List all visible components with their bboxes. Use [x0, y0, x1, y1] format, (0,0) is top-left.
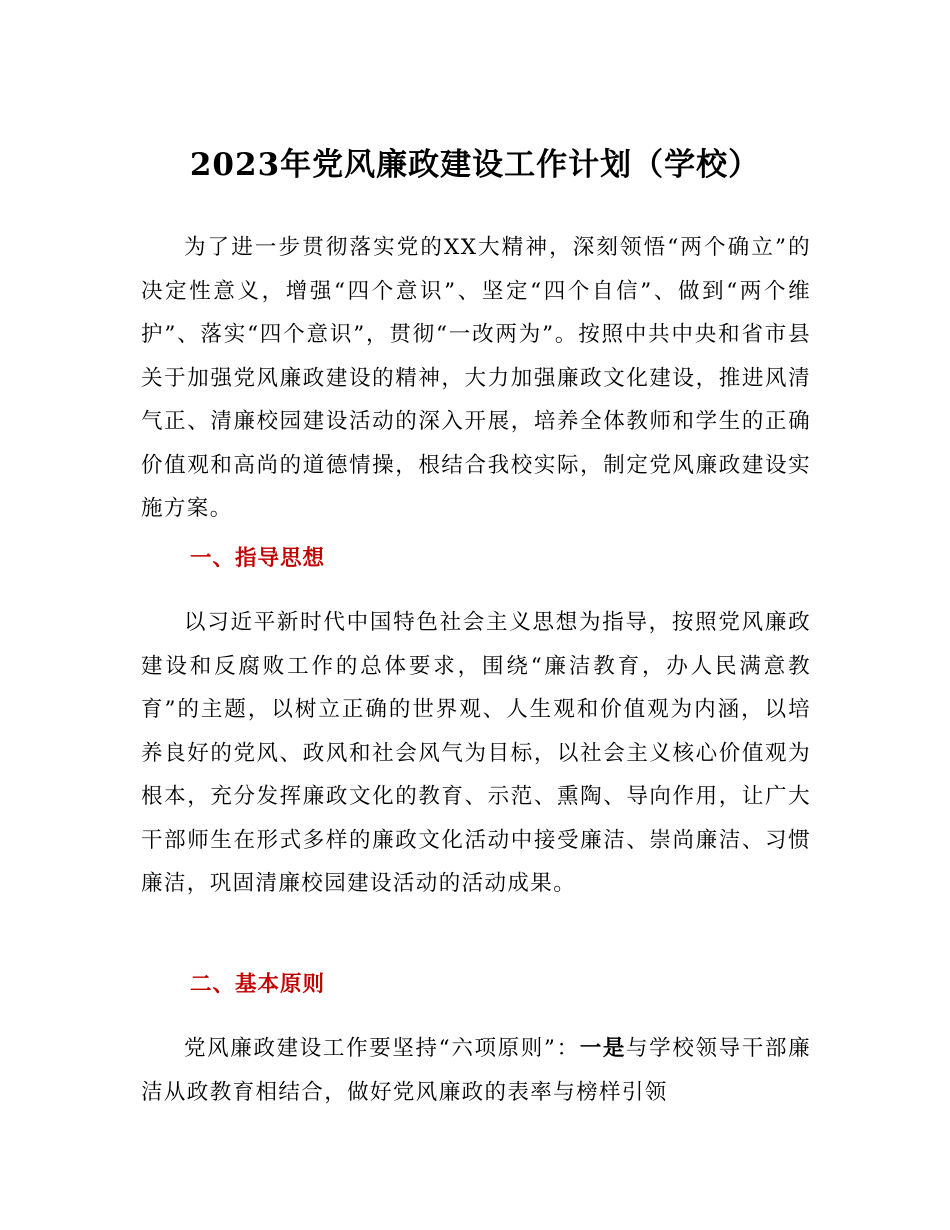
principles-lead-text: 党风廉政建设工作要坚持“六项原则”：	[184, 1036, 580, 1061]
basic-principles-paragraph	[141, 1027, 811, 1114]
section-heading-guiding-ideology: 一、指导思想	[190, 546, 326, 571]
principles-first-marker: 一是	[579, 1036, 627, 1061]
principles-rest-text: 与学校领导干部廉洁从政教育相结合，做好党风廉政的表率与榜样引领	[141, 1036, 811, 1105]
guiding-ideology-paragraph: 以习近平新时代中国特色社会主义思想为指导，按照党风廉政建设和反腐败工作的总体要求，围绕“廉洁教育，办人民满意教育”的主题，以树立正确的世界观、人生观和价值观为内涵，以培养良好的党风、政风和社会风气为目标，以社会主义核心价值观为根本，充分发挥廉政文化的教育、示范、熏陶、导向作用，让广大干部师生在形式多样的廉政文化活动中接受廉洁、崇尚廉洁、习惯廉洁，巩固清廉校园建设活动的活动成果。	[141, 610, 811, 896]
intro-paragraph: 为了进一步贯彻落实党的XX大精神，深刻领悟“两个确立”的决定性意义，增强“四个意识”、坚定“四个自信”、做到“两个维护”、落实“四个意识”，贯彻“一改两为”。按照中共中央和省市县关于加强党风廉政建设的精神，大力加强廉政文化建设，推进风清气正、清廉校园建设活动的深入开展，培养全体教师和学生的正确价值观和高尚的道德情操，根结合我校实际，制定党风廉政建设实施方案。	[141, 235, 811, 521]
section-heading-basic-principles: 二、基本原则	[190, 972, 326, 997]
document-title: 2023年党风廉政建设工作计划（学校）	[189, 147, 761, 183]
